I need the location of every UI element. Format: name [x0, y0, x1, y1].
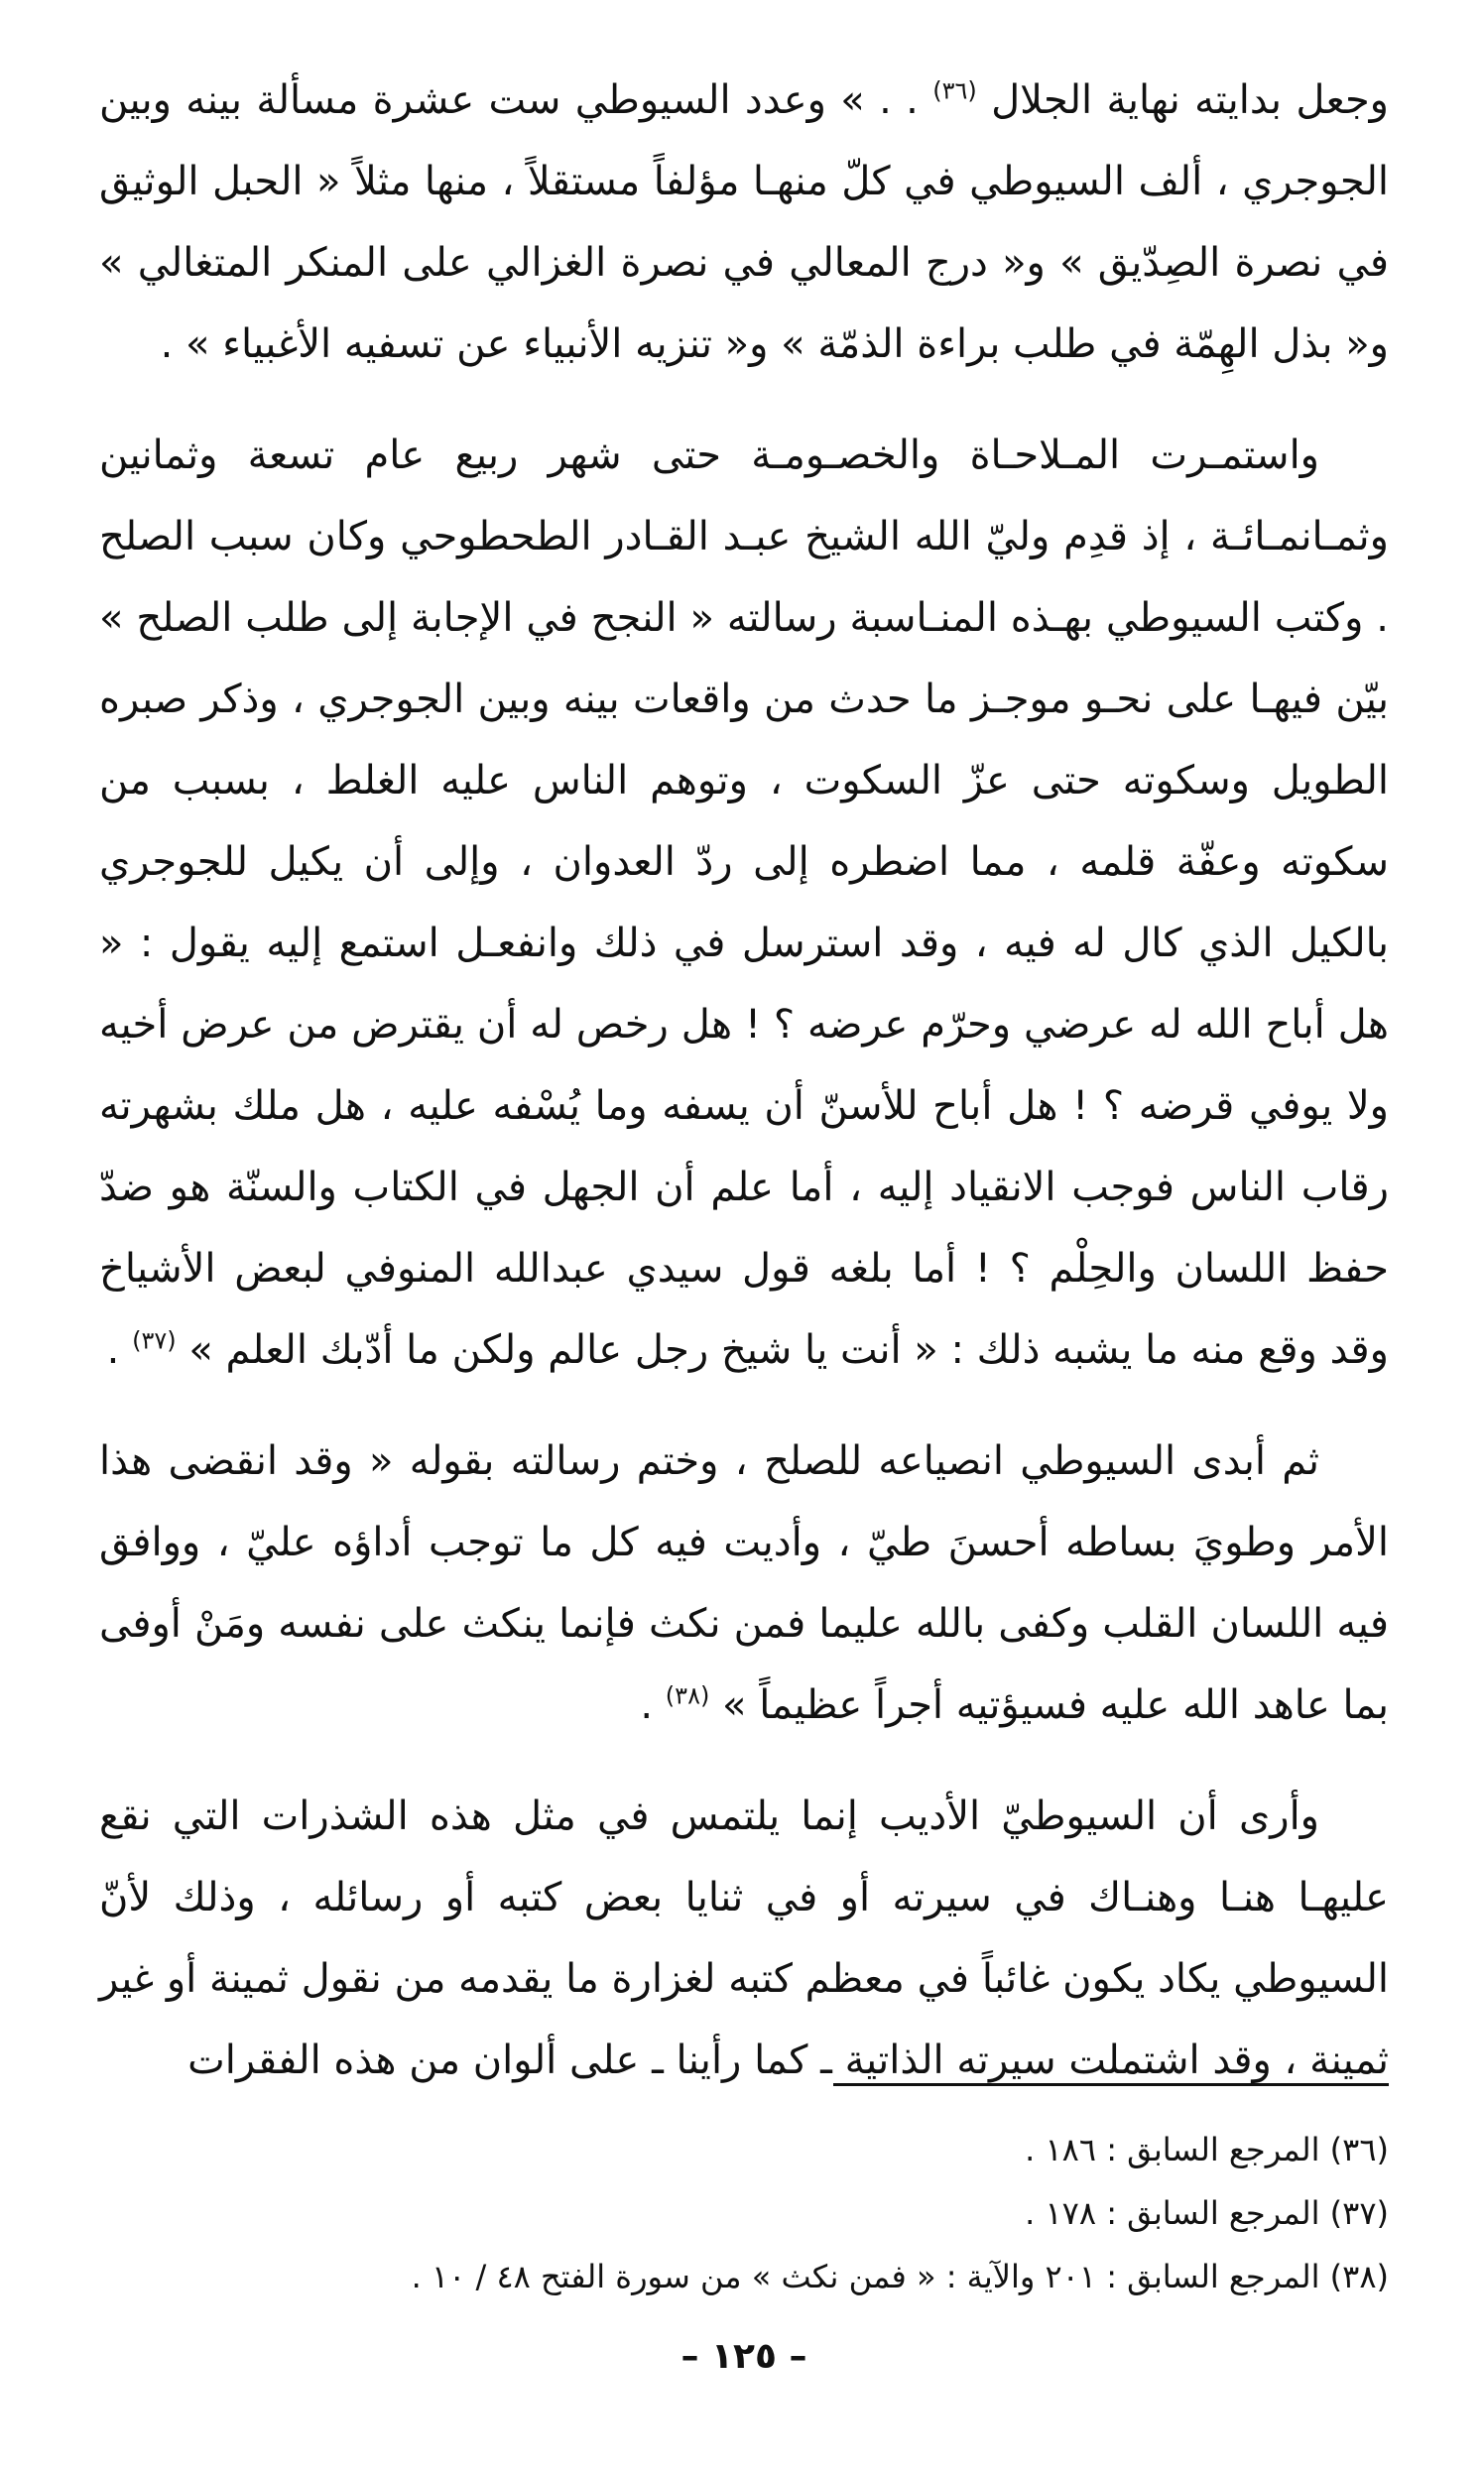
paragraph-3	[99, 1421, 1389, 1746]
footnote-ref-38: (٣٨)	[665, 1681, 710, 1710]
book-page	[99, 60, 1389, 2440]
page-number: – ١٢٥ –	[680, 2336, 807, 2377]
paragraph-2-text: واستمـرت المـلاحـاة والخصـومـة حتى شهر ربيع عام تسعة وثمانين وثمـانمـائـة ، إذ قدِم وليّ الله الشيخ عبـد القـادر الطحطوحي وكان سبب الصلح . وكتب السيوطي بهـذه المنـاسبة رسالته « النجح في الإجابة إلى طلب الصلح » بيّن فيهـا على نحـو موجـز ما حدث من واقعات بينه وبين الجوجري ، وذكر صبره الطويل وسكوته حتى عزّ السكوت ، وتوهم الناس عليه الغلط ، بسبب من سكوته وعفّة قلمه ، مما اضطره إلى ردّ العدوان ، وإلى أن يكيل للجوجري بالكيل الذي كال له فيه ، وقد استرسل في ذلك وانفعـل استمع إليه يقول : « هل أباح الله له عرضي وحرّم عرضه ؟ ! هل رخص له أن يقترض من عرض أخيه ولا يوفي قرضه ؟ ! هل أباح للأسنّ أن يسفه وما يُسْفه عليه ، هل ملك بشهرته رقاب الناس فوجب الانقياد إليه ، أما علم أن الجهل في الكتاب والسنّة هو ضدّ حفظ اللسان والحِلْم ؟ ! أما بلغه قول سيدي عبدالله المنوفي لبعض الأشياخ وقد وقع منه ما يشبه ذلك : « أنت يا شيخ رجل عالم ولكن ما أدّبك العلم »	[99, 433, 1389, 1373]
footnotes	[99, 2118, 1389, 2308]
paragraph-4-text: وأرى أن السيوطيّ الأديب إنما يلتمس في مثل هذه الشذرات التي نقع عليهـا هنـا وهنـاك في سيرته أو في ثنايا بعض كتبه أو رسائله ، وذلك لأنّ السيوطي يكاد يكون غائباً في معظم كتبه لغزارة ما يقدمه من نقول ثمينة أو غير ثمينة ، وقد اشتملت سيرته الذاتية ـ كما رأينا ـ على ألوان من هذه الفقرات	[99, 1793, 1389, 2083]
footnote-divider	[833, 2083, 1389, 2086]
paragraph-3-text: ثم أبدى السيوطي انصياعه للصلح ، وختم رسالته بقوله « وقد انقضى هذا الأمر وطويَ بساطه أحسنَ طيّ ، وأديت فيه كل ما توجب أداؤه عليّ ، ووافق فيه اللسان القلب وكفى بالله عليما فمن نكث فإنما ينكث على نفسه ومَنْ أوفى بما عاهد الله عليه فسيؤتيه أجراً عظيماً »	[99, 1438, 1389, 1728]
paragraph-1-text: وجعل بدايته نهاية الجلال	[991, 77, 1389, 123]
paragraph-1-continuation: . . » وعدد السيوطي ست عشرة مسألة بينه وبين الجوجري ، ألف السيوطي في كلّ منهـا مؤلفاً مستقلاً ، منها مثلاً « الحبل الوثيق في نصرة الصِدّيق » و« درج المعالي في نصرة الغزالي على المنكر المتغالي » و« بذل الهِمّة في طلب براءة الذمّة » و« تنزيه الأنبياء عن تسفيه الأغبياء » .	[99, 77, 1389, 367]
paragraph-2-end: .	[106, 1327, 120, 1373]
footnote-ref-37: (٣٧)	[132, 1326, 177, 1355]
paragraph-3-end: .	[640, 1682, 654, 1728]
footnote-36: (٣٦) المرجع السابق : ١٨٦ .	[1025, 2131, 1389, 2168]
footnote-38: (٣٨) المرجع السابق : ٢٠١ والآية : « فمن نكث » من سورة الفتح ٤٨ / ١٠ .	[411, 2258, 1389, 2295]
footnote-ref-36: (٣٦)	[932, 76, 977, 105]
footnote-37: (٣٧) المرجع السابق : ١٧٨ .	[1025, 2194, 1389, 2232]
paragraph-2	[99, 415, 1389, 1391]
paragraph-1	[99, 60, 1389, 385]
paragraph-4	[99, 1776, 1389, 2101]
